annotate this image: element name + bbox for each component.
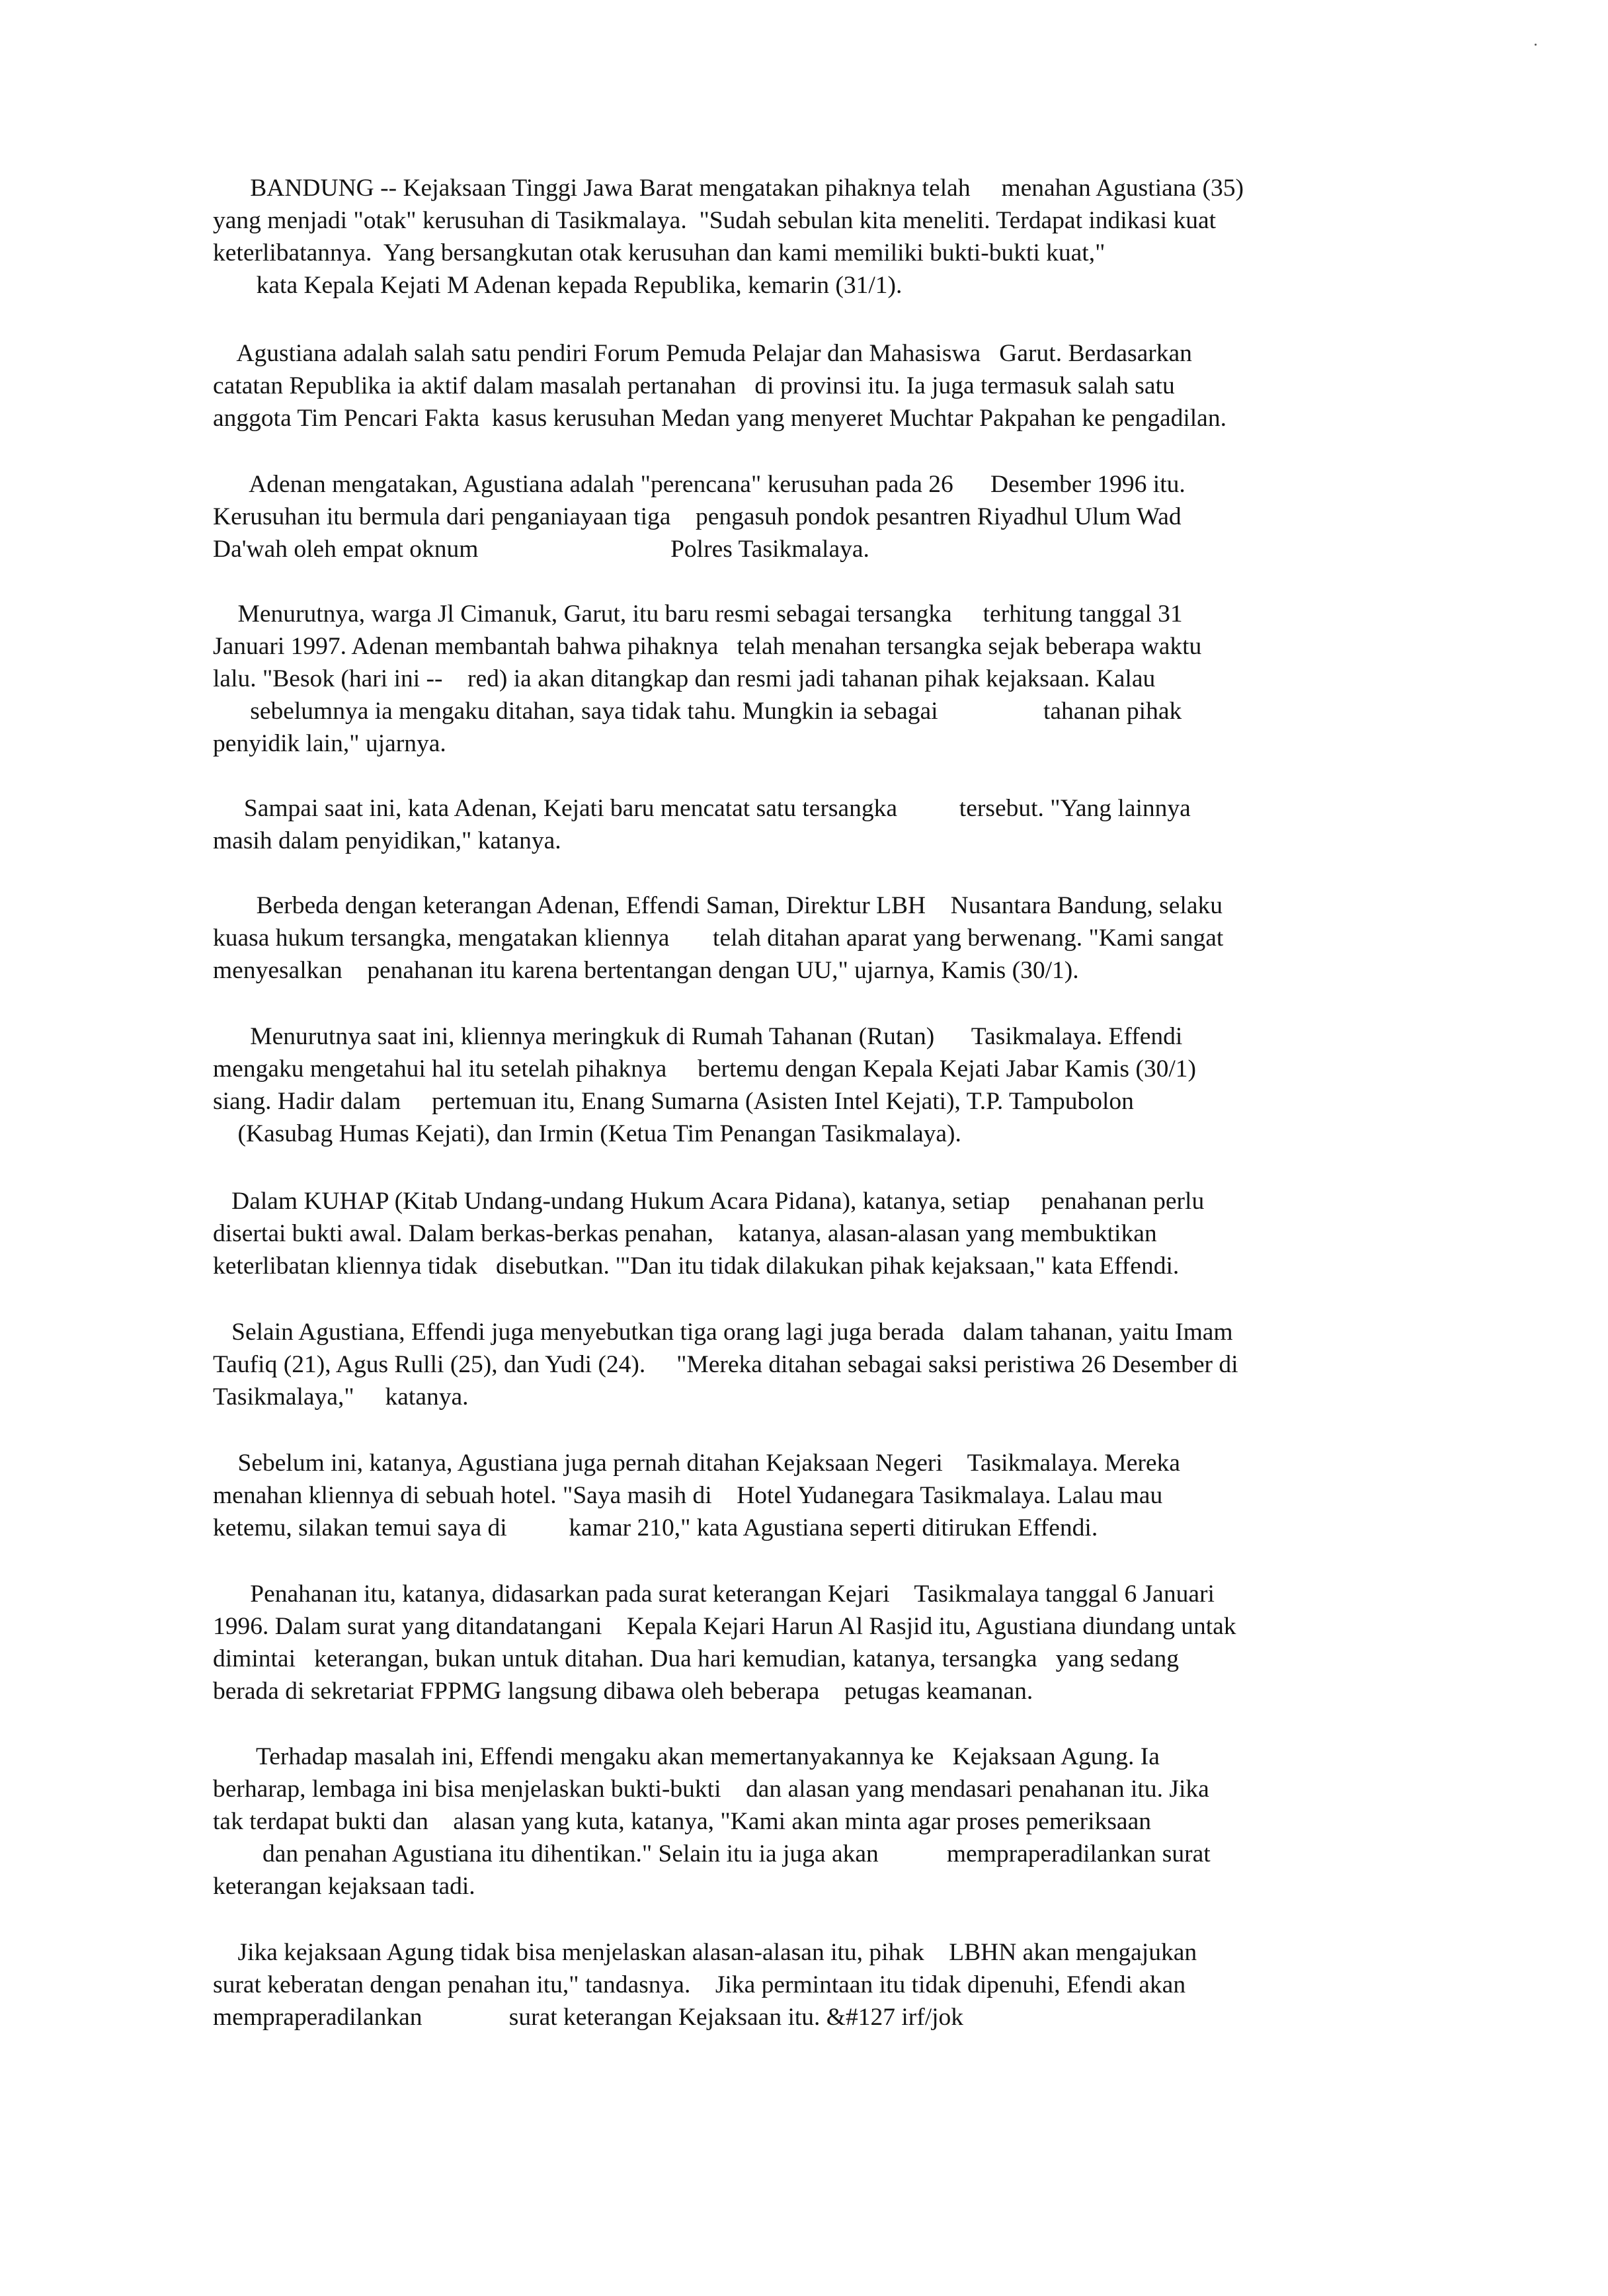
- paragraph-line: Da'wah oleh empat oknum Polres Tasikmalaya.: [213, 536, 869, 563]
- paragraph-line: Sampai saat ini, kata Adenan, Kejati baru mencatat satu tersangka tersebut. "Yang lainnya: [213, 795, 1191, 822]
- paragraph-line: Menurutnya saat ini, kliennya meringkuk di Rumah Tahanan (Rutan) Tasikmalaya. Effendi: [213, 1023, 1183, 1050]
- paragraph-line: Terhadap masalah ini, Effendi mengaku akan memertanyakannya ke Kejaksaan Agung. Ia: [213, 1743, 1160, 1770]
- paragraph-line: tak terdapat bukti dan alasan yang kuta, katanya, "Kami akan minta agar proses pemeriksaan: [213, 1808, 1151, 1835]
- paragraph-9: [213, 1316, 1403, 1413]
- paragraph-line: kuasa hukum tersangka, mengatakan kliennya telah ditahan aparat yang berwenang. "Kami sangat: [213, 924, 1224, 952]
- paragraph-line: masih dalam penyidikan," katanya.: [213, 827, 561, 854]
- paragraph-line: Januari 1997. Adenan membantah bahwa pihaknya telah menahan tersangka sejak beberapa waktu: [213, 633, 1202, 660]
- paragraph-1: [213, 172, 1403, 302]
- paragraph-line: Penahanan itu, katanya, didasarkan pada surat keterangan Kejari Tasikmalaya tanggal 6 Januari: [213, 1580, 1215, 1608]
- paragraph-line: penyidik lain," ujarnya.: [213, 730, 446, 757]
- paragraph-line: 1996. Dalam surat yang ditandatangani Kepala Kejari Harun Al Rasjid itu, Agustiana diundang untak: [213, 1613, 1236, 1640]
- paragraph-line: Selain Agustiana, Effendi juga menyebutkan tiga orang lagi juga berada dalam tahanan, yaitu Imam: [213, 1319, 1233, 1346]
- paragraph-line: ketemu, silakan temui saya di kamar 210," kata Agustiana seperti ditirukan Effendi.: [213, 1514, 1098, 1541]
- paragraph-line: Sebelum ini, katanya, Agustiana juga pernah ditahan Kejaksaan Negeri Tasikmalaya. Mereka: [213, 1450, 1180, 1477]
- paragraph-line: Adenan mengatakan, Agustiana adalah "perencana" kerusuhan pada 26 Desember 1996 itu.: [213, 471, 1186, 498]
- paragraph-4: [213, 598, 1403, 760]
- paragraph-line: menyesalkan penahanan itu karena bertentangan dengan UU," ujarnya, Kamis (30/1).: [213, 957, 1079, 984]
- paragraph-line: keterlibatannya. Yang bersangkutan otak kerusuhan dan kami memiliki bukti-bukti kuat,": [213, 239, 1106, 266]
- paragraph-line: kata Kepala Kejati M Adenan kepada Republika, kemarin (31/1).: [213, 272, 903, 299]
- paragraph-6: [213, 889, 1403, 987]
- paragraph-12: [213, 1741, 1403, 1903]
- paragraph-line: berada di sekretariat FPPMG langsung dibawa oleh beberapa petugas keamanan.: [213, 1678, 1033, 1705]
- paragraph-2: [213, 337, 1403, 434]
- paragraph-line: berharap, lembaga ini bisa menjelaskan bukti-bukti dan alasan yang mendasari penahanan itu. Jika: [213, 1776, 1209, 1803]
- paragraph-line: Menurutnya, warga Jl Cimanuk, Garut, itu baru resmi sebagai tersangka terhitung tanggal 31: [213, 600, 1183, 628]
- paragraph-line: Tasikmalaya," katanya.: [213, 1383, 469, 1411]
- paragraph-8: [213, 1185, 1403, 1282]
- paragraph-line: lalu. "Besok (hari ini -- red) ia akan ditangkap dan resmi jadi tahanan pihak kejaksaan. Kalau: [213, 665, 1156, 692]
- paragraph-line: Taufiq (21), Agus Rulli (25), dan Yudi (24). "Mereka ditahan sebagai saksi peristiwa 26 Desember di: [213, 1351, 1238, 1378]
- paragraph-5: [213, 792, 1403, 857]
- paragraph-line: dan penahan Agustiana itu dihentikan." Selain itu ia juga akan mempraperadilankan surat: [213, 1840, 1211, 1867]
- paragraph-11: [213, 1578, 1403, 1707]
- paragraph-line: sebelumnya ia mengaku ditahan, saya tidak tahu. Mungkin ia sebagai tahanan pihak: [213, 698, 1182, 725]
- paragraph-10: [213, 1447, 1403, 1544]
- paragraph-line: Jika kejaksaan Agung tidak bisa menjelaskan alasan-alasan itu, pihak LBHN akan mengajukan: [213, 1939, 1197, 1966]
- paragraph-line: siang. Hadir dalam pertemuan itu, Enang Sumarna (Asisten Intel Kejati), T.P. Tampubolon: [213, 1088, 1134, 1115]
- paragraph-line: mengaku mengetahui hal itu setelah pihaknya bertemu dengan Kepala Kejati Jabar Kamis (30/1): [213, 1055, 1196, 1083]
- paragraph-line: dimintai keterangan, bukan untuk ditahan. Dua hari kemudian, katanya, tersangka yang sedang: [213, 1645, 1179, 1672]
- paragraph-line: catatan Republika ia aktif dalam masalah pertanahan di provinsi itu. Ia juga termasuk salah satu: [213, 372, 1175, 399]
- paragraph-line: (Kasubag Humas Kejati), dan Irmin (Ketua Tim Penangan Tasikmalaya).: [213, 1120, 961, 1147]
- paragraph-line: keterlibatan kliennya tidak disebutkan. '"Dan itu tidak dilakukan pihak kejaksaan," kata Effendi.: [213, 1252, 1180, 1280]
- scan-speck: [1535, 44, 1537, 46]
- paragraph-line: Berbeda dengan keterangan Adenan, Effendi Saman, Direktur LBH Nusantara Bandung, selaku: [213, 892, 1223, 919]
- paragraph-line: menahan kliennya di sebuah hotel. "Saya masih di Hotel Yudanegara Tasikmalaya. Lalau mau: [213, 1482, 1163, 1509]
- paragraph-line: Kerusuhan itu bermula dari penganiayaan tiga pengasuh pondok pesantren Riyadhul Ulum Wad: [213, 503, 1182, 530]
- paragraph-line: yang menjadi "otak" kerusuhan di Tasikmalaya. "Sudah sebulan kita meneliti. Terdapat indikasi kuat: [213, 207, 1217, 234]
- paragraph-line: anggota Tim Pencari Fakta kasus kerusuhan Medan yang menyeret Muchtar Pakpahan ke pengadilan.: [213, 405, 1226, 432]
- paragraph-line: Agustiana adalah salah satu pendiri Forum Pemuda Pelajar dan Mahasiswa Garut. Berdasarkan: [213, 340, 1192, 367]
- paragraph-line: surat keberatan dengan penahan itu," tandasnya. Jika permintaan itu tidak dipenuhi, Efendi akan: [213, 1971, 1186, 1998]
- paragraph-13: [213, 1936, 1403, 2033]
- paragraph-line: keterangan kejaksaan tadi.: [213, 1873, 475, 1900]
- paragraph-line: mempraperadilankan surat keterangan Kejaksaan itu. &#127 irf/jok: [213, 2004, 964, 2031]
- paragraph-3: [213, 468, 1403, 565]
- paragraph-line: BANDUNG -- Kejaksaan Tinggi Jawa Barat mengatakan pihaknya telah menahan Agustiana (35): [213, 175, 1244, 202]
- paragraph-7: [213, 1020, 1403, 1150]
- paragraph-line: Dalam KUHAP (Kitab Undang-undang Hukum Acara Pidana), katanya, setiap penahanan perlu: [213, 1188, 1205, 1215]
- paragraph-line: disertai bukti awal. Dalam berkas-berkas penahan, katanya, alasan-alasan yang membuktikan: [213, 1220, 1157, 1247]
